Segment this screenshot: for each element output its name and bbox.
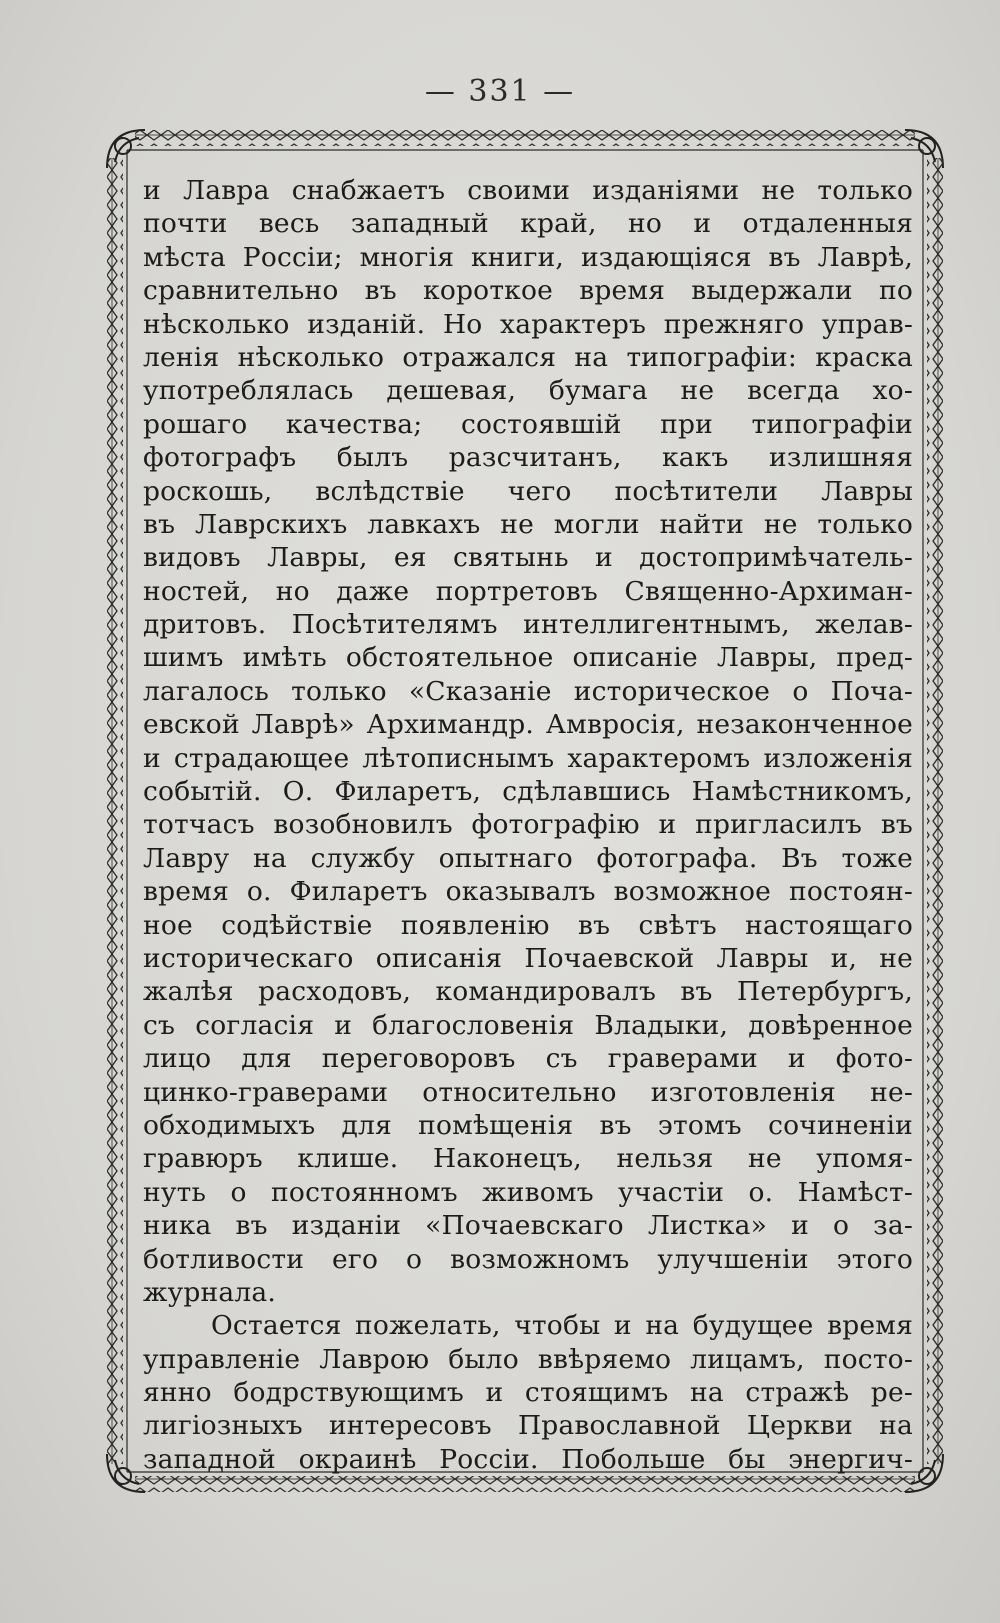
text-line: тотчасъ возобновилъ фотографію и пригласилъ въ <box>143 809 913 841</box>
text-line: и Лавра снабжаетъ своими изданіями не только <box>143 175 913 206</box>
text-line: жалѣя расходовъ, командировалъ въ Петербургъ, <box>143 976 913 1008</box>
text-line: почти весь западный край, но и отдаленныя <box>143 208 913 240</box>
text-line: употреблялась дешевая, бумага не всегда хо- <box>143 375 913 407</box>
text-line: мѣста Россіи; многія книги, издающіяся въ Лаврѣ, <box>143 241 913 273</box>
text-line: янно бодрствующимъ и стоящимъ на стражѣ ре- <box>143 1377 913 1409</box>
text-line: ленія нѣсколько отражался на типографіи: краска <box>143 341 913 373</box>
text-line: фотографъ былъ разсчитанъ, какъ излишняя <box>143 442 913 474</box>
text-line: ботливости его о возможномъ улучшеніи этого <box>143 1243 913 1275</box>
text-line: шимъ имѣть обстоятельное описаніе Лавры, пред- <box>143 642 913 674</box>
text-line: роскошь, вслѣдствіе чего посѣтители Лавры <box>143 475 913 507</box>
text-line: обходимыхъ для помѣщенія въ этомъ сочиненіи <box>143 1109 913 1141</box>
text-line: цинко-граверами относительно изготовленія не- <box>143 1076 913 1108</box>
text-line: ника въ изданіи «Почаевскаго Листка» и о за- <box>143 1210 913 1242</box>
text-line: сравнительно въ короткое время выдержали по <box>143 275 913 307</box>
text-line: гравюръ клише. Наконецъ, нельзя не упомя- <box>143 1143 913 1175</box>
text-line: лицо для переговоровъ съ граверами и фото- <box>143 1043 913 1075</box>
text-line: нѣсколько изданій. Но характеръ прежняго управ- <box>143 308 913 340</box>
text-line: время о. Филаретъ оказывалъ возможное постоян- <box>143 876 913 908</box>
text-line: Лавру на службу опытнаго фотографа. Въ тоже <box>143 842 913 874</box>
text-line: событій. О. Филаретъ, сдѣлавшись Намѣстникомъ, <box>143 776 913 808</box>
text-line: лагалось только «Сказаніе историческое о Поча- <box>143 675 913 707</box>
text-line-paragraph-start: Остается пожелать, чтобы и на будущее время <box>211 1310 913 1342</box>
body-text <box>143 174 913 1476</box>
text-line: нуть о постоянномъ живомъ участіи о. Намѣст- <box>143 1176 913 1208</box>
text-line-paragraph-end: журнала. <box>143 1276 277 1308</box>
text-line: западной окраинѣ Россіи. Побольше бы энергич- <box>143 1443 913 1475</box>
text-line: ностей, но даже портретовъ Священно-Архиман- <box>143 575 913 607</box>
text-line: управленіе Лаврою было ввѣряемо лицамъ, посто- <box>143 1343 913 1375</box>
text-line: ное содѣйствіе появленію въ свѣтъ настоящаго <box>143 909 913 941</box>
text-line: въ Лаврскихъ лавкахъ не могли найти не только <box>143 508 913 540</box>
text-line: историческаго описанія Почаевской Лавры и, не <box>143 942 913 974</box>
text-line: дритовъ. Посѣтителямъ интеллигентнымъ, желав- <box>143 609 913 641</box>
text-line: съ согласія и благословенія Владыки, довѣренное <box>143 1009 913 1041</box>
text-line: лигіозныхъ интересовъ Православной Церкви на <box>143 1410 913 1442</box>
text-line: евской Лаврѣ» Архимандр. Амвросія, незаконченное <box>143 709 913 741</box>
text-line: и страдающее лѣтописнымъ характеромъ изложенія <box>143 742 913 774</box>
text-line: видовъ Лавры, ея святынь и достопримѣчатель- <box>143 542 913 574</box>
text-line: рошаго качества; состоявшій при типографіи <box>143 408 913 440</box>
page-number: — 331 — <box>424 74 576 109</box>
